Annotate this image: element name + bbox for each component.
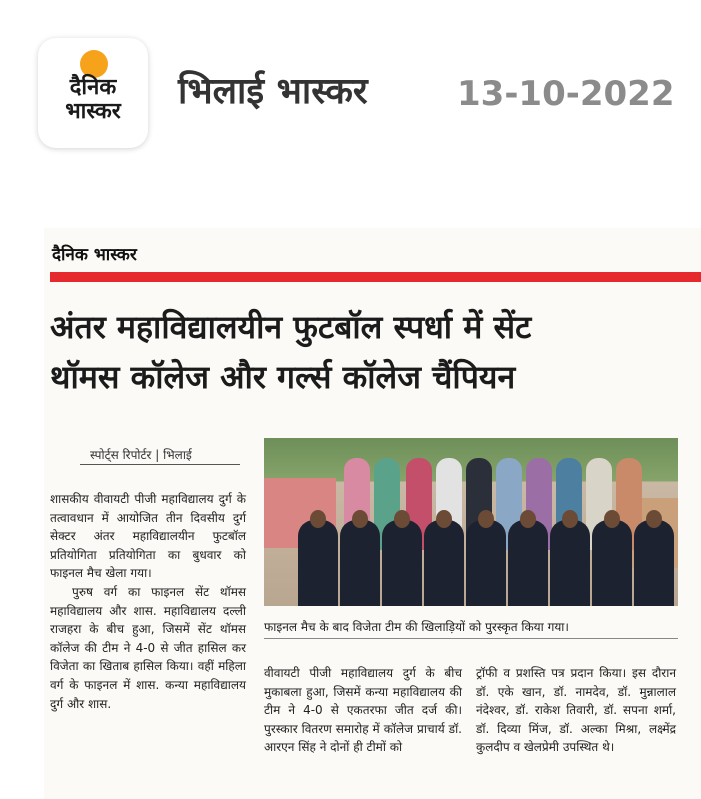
photo-player-head <box>604 510 620 528</box>
team-photo <box>264 438 678 606</box>
masthead-red-rule <box>50 272 701 282</box>
caption-rule <box>264 638 678 639</box>
photo-player-head <box>478 510 494 528</box>
photo-player <box>634 520 674 606</box>
dainik-bhaskar-logo <box>38 38 148 148</box>
byline: स्पोर्ट्स रिपोर्टर | भिलाई <box>90 448 192 462</box>
headline-line-2: थॉमस कॉलेज और गर्ल्स कॉलेज चैंपियन <box>50 358 516 396</box>
photo-player <box>340 520 380 606</box>
photo-player <box>466 520 506 606</box>
photo-player-head <box>352 510 368 528</box>
edition-date: 13-10-2022 <box>457 74 675 114</box>
article-paragraph: ट्रॉफी व प्रशस्ति पत्र प्रदान किया। इस दौरान डॉ. एके खान, डॉ. नामदेव, डॉ. मुन्नालाल नंदेश्वर, डॉ. राकेश तिवारी, डॉ. सपना शर्मा, डॉ. दिव्या मिंज, डॉ. अल्का मिश्रा, लक्ष्मेंद्र कुलदीप व खेलप्रेमी उपस्थित थे। <box>476 666 676 755</box>
logo-text-line2: भास्कर <box>65 99 121 124</box>
photo-player-head <box>394 510 410 528</box>
masthead: दैनिक भास्कर <box>52 245 137 265</box>
photo-player-head <box>646 510 662 528</box>
photo-player-head <box>310 510 326 528</box>
photo-player-head <box>562 510 578 528</box>
article-column-3 <box>476 664 676 757</box>
headline <box>50 302 700 402</box>
article-paragraph: शासकीय वीवायटी पीजी महाविद्यालय दुर्ग के तत्वावधान में आयोजित तीन दिवसीय दुर्ग सेक्टर अंतर महाविद्यालयीन फुटबॉल प्रतियोगिता प्रतियोगिता का बुधवार को फाइनल मैच खेला गया। <box>50 492 246 581</box>
sun-icon <box>80 50 108 78</box>
article-column-2 <box>264 664 462 757</box>
photo-player <box>508 520 548 606</box>
edition-title: भिलाई भास्कर <box>178 71 368 112</box>
photo-player <box>592 520 632 606</box>
photo-player-head <box>520 510 536 528</box>
article-paragraph: पुरुष वर्ग का फाइनल सेंट थॉमस महाविद्यालय और शास. महाविद्यालय दल्ली राजहरा के बीच हुआ, जिसमें सेंट थॉमस कॉलेज की टीम ने 4-0 से जीत हासिल कर विजेता का खिताब हासिल किया। वहीं महिला वर्ग के फाइनल में शास. कन्या महाविद्यालय दुर्ग और शास. <box>50 584 246 711</box>
article-column-1 <box>50 490 246 713</box>
article-paragraph: वीवायटी पीजी महाविद्यालय दुर्ग के बीच मुकाबला हुआ, जिसमें कन्या महाविद्यालय की टीम ने 4-0 से एकतरफा जीत दर्ज की। पुरस्कार वितरण समारोह में कॉलेज प्राचार्य डॉ. आरएन सिंह ने दोनों ही टीमों को <box>264 666 462 755</box>
byline-rule <box>80 464 240 465</box>
logo-text-line1: दैनिक <box>69 75 117 100</box>
photo-player <box>382 520 422 606</box>
photo-caption: फाइनल मैच के बाद विजेता टीम की खिलाड़ियों को पुरस्कृत किया गया। <box>264 620 569 634</box>
photo-player <box>298 520 338 606</box>
headline-line-1: अंतर महाविद्यालयीन फुटबॉल स्पर्धा में सेंट <box>50 308 532 346</box>
photo-player <box>424 520 464 606</box>
newspaper-clipping <box>44 228 701 799</box>
photo-player <box>550 520 590 606</box>
photo-player-head <box>436 510 452 528</box>
